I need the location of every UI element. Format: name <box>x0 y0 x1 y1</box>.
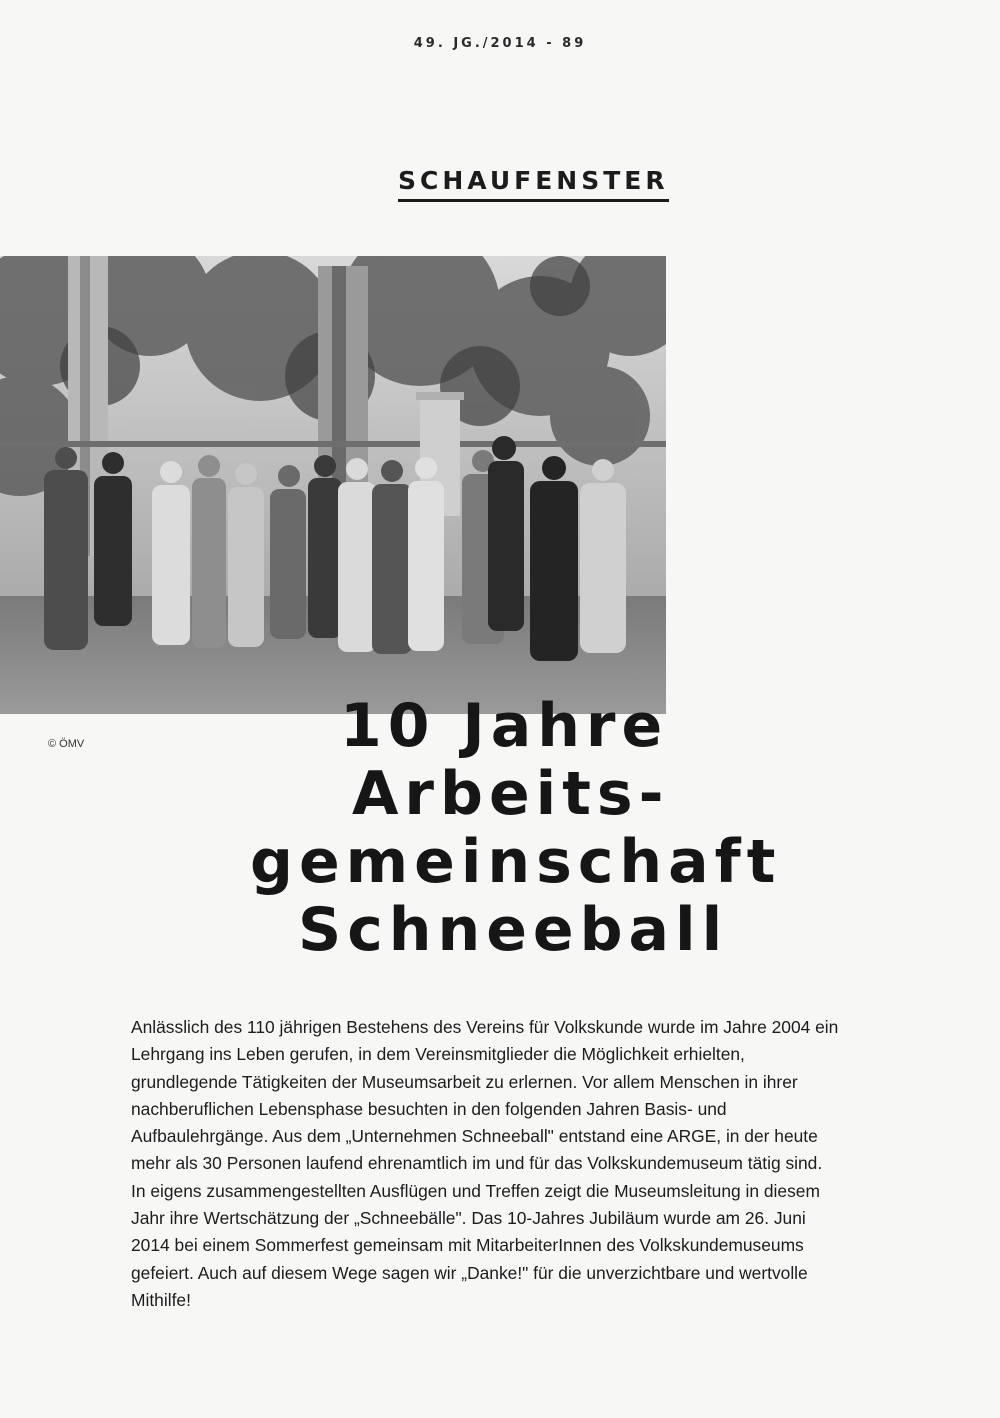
headline-line-1: 10 Jahre <box>340 691 669 761</box>
photo-credit: © ÖMV <box>48 738 85 750</box>
section-title: SCHAUFENSTER <box>398 166 669 202</box>
headline-line-4: Schneeball <box>298 895 729 965</box>
headline-line-2: Arbeits- <box>352 759 670 829</box>
article-body <box>131 1014 841 1314</box>
article-paragraph-2: In eigens zusammengestellten Ausflügen und Treffen zeigt die Museumsleitung in diesem Jahr ihre Wertschätzung der „Schneebälle". Das 10-Jahres Jubiläum wurde am 26. Juni 2014 bei einem Sommerfest gemeinsam mit MitarbeiterInnen des Volkskundemuseums gefeiert. Auch auf diesem Wege sagen wir „Danke!" für die unverzichtbare und wertvolle Mithilfe! <box>131 1180 820 1310</box>
page-header: 49. JG./2014 - 89 <box>413 36 587 51</box>
article-paragraph-1: Anlässlich des 110 jährigen Bestehens des Vereins für Volkskunde wurde im Jahre 2004 ein Lehrgang ins Leben gerufen, in dem Vereinsmitglieder die Möglichkeit erhielten, grundlegende Tätigkeiten der Museumsarbeit zu erlernen. Vor allem Menschen in ihrer nachberuflichen Lebensphase besuchten in den folgenden Jahren Basis- und Aufbaulehrgänge. Aus dem „Unternehmen Schneeball" entstand eine ARGE, in der heute mehr als 30 Personen laufend ehrenamtlich im und für das Volkskundemuseum tätig sind. <box>131 1017 839 1174</box>
headline-line-3: gemeinschaft <box>250 827 782 897</box>
group-photo <box>0 256 666 714</box>
